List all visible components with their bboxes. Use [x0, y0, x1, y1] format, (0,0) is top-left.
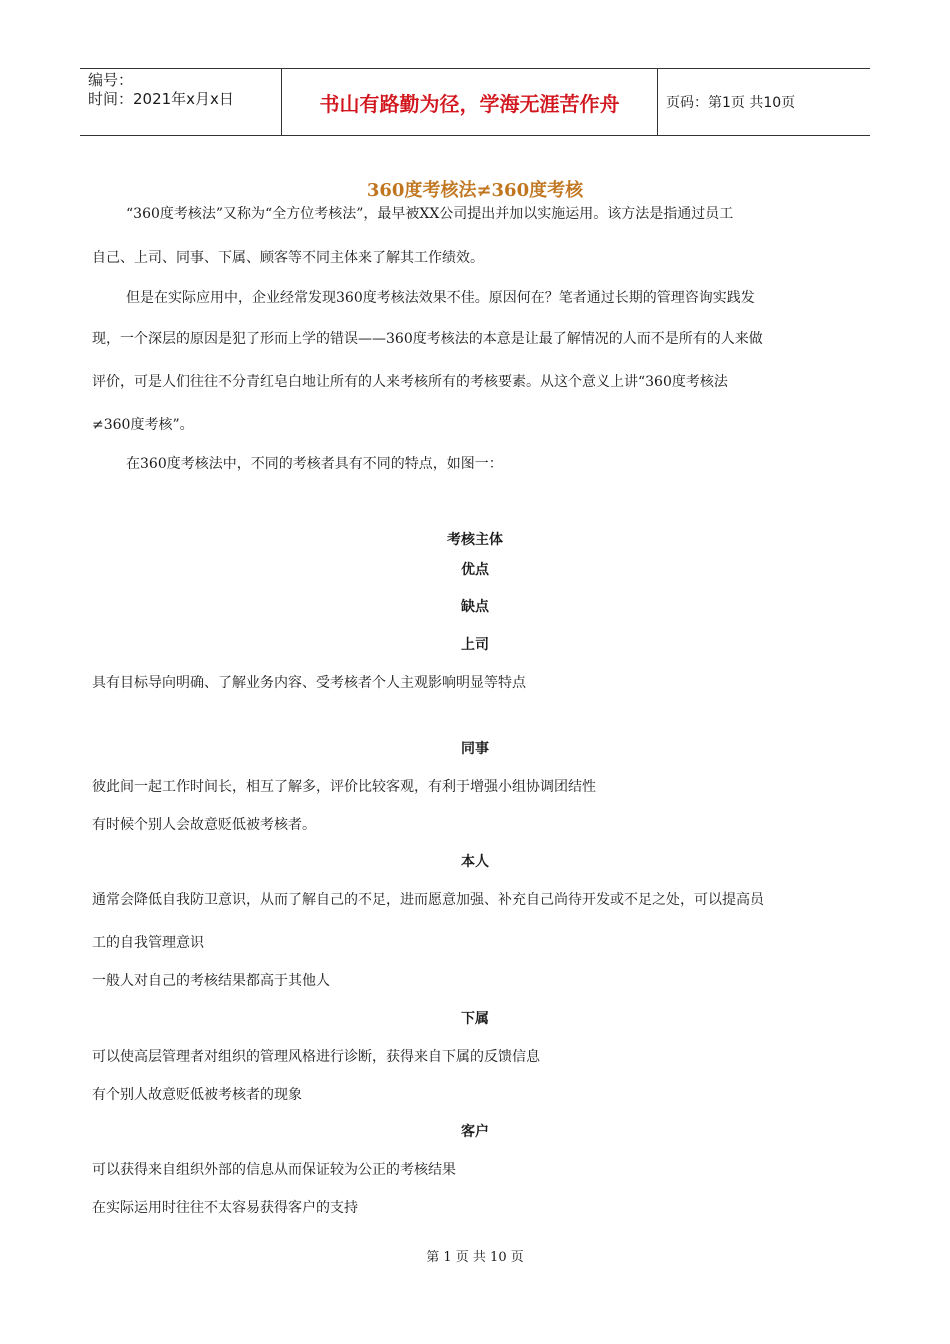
row-superior-pros: 具有目标导向明确、了解业务内容、受考核者个人主观影响明显等特点 [92, 675, 526, 691]
paragraph-1-line-1: “360度考核法”又称为“全方位考核法”，最早被XX公司提出并加以实施运用。该方法是指通过员工 [126, 206, 734, 222]
row-subject-colleague: 同事 [461, 741, 489, 757]
row-subject-superior: 上司 [461, 637, 489, 653]
header-page-info: 页码：第1页 共10页 [666, 95, 796, 111]
row-colleague-cons: 有时候个别人会故意贬低被考核者。 [92, 817, 316, 833]
paragraph-2-line-4: ≠360度考核”。 [92, 417, 194, 433]
row-self-pros-line-2: 工的自我管理意识 [92, 935, 204, 951]
time-label: 时间：2021年x月x日 [88, 90, 234, 108]
table-header-cons: 缺点 [461, 599, 489, 615]
row-subject-customer: 客户 [461, 1124, 489, 1140]
number-label: 编号： [88, 71, 134, 89]
row-customer-cons: 在实际运用时往往不太容易获得客户的支持 [92, 1200, 358, 1216]
row-colleague-pros: 彼此间一起工作时间长，相互了解多，评价比较客观，有利于增强小组协调团结性 [92, 779, 596, 795]
page-header [80, 68, 870, 136]
paragraph-2-line-1: 但是在实际应用中，企业经常发现360度考核法效果不佳。原因何在？笔者通过长期的管理咨询实践发 [126, 290, 755, 306]
row-self-cons: 一般人对自己的考核结果都高于其他人 [92, 973, 330, 989]
header-meta [80, 69, 282, 135]
row-customer-pros: 可以获得来自组织外部的信息从而保证较为公正的考核结果 [92, 1162, 456, 1178]
document-title: 360度考核法≠360度考核 [366, 180, 584, 201]
paragraph-1-line-2: 自己、上司、同事、下属、顾客等不同主体来了解其工作绩效。 [92, 250, 484, 266]
row-subordinate-pros: 可以使高层管理者对组织的管理风格进行诊断，获得来自下属的反馈信息 [92, 1049, 540, 1065]
paragraph-3: 在360度考核法中，不同的考核者具有不同的特点，如图一： [126, 456, 503, 472]
row-self-pros-line-1: 通常会降低自我防卫意识，从而了解自己的不足，进而愿意加强、补充自己尚待开发或不足之处，可以提高员 [92, 892, 764, 908]
table-header-pros: 优点 [461, 562, 489, 578]
page-footer: 第 1 页 共 10 页 [426, 1250, 524, 1265]
row-subordinate-cons: 有个别人故意贬低被考核者的现象 [92, 1087, 302, 1103]
header-motto: 书山有路勤为径，学海无涯苦作舟 [282, 69, 658, 135]
paragraph-2-line-3: 评价，可是人们往往不分青红皂白地让所有的人来考核所有的考核要素。从这个意义上讲“360度考核法 [92, 374, 728, 390]
row-subject-self: 本人 [461, 854, 489, 870]
row-subject-subordinate: 下属 [461, 1011, 489, 1027]
paragraph-2-line-2: 现，一个深层的原因是犯了形而上学的错误——360度考核法的本意是让最了解情况的人而不是所有的人来做 [92, 331, 763, 347]
table-header-subject: 考核主体 [447, 532, 503, 548]
